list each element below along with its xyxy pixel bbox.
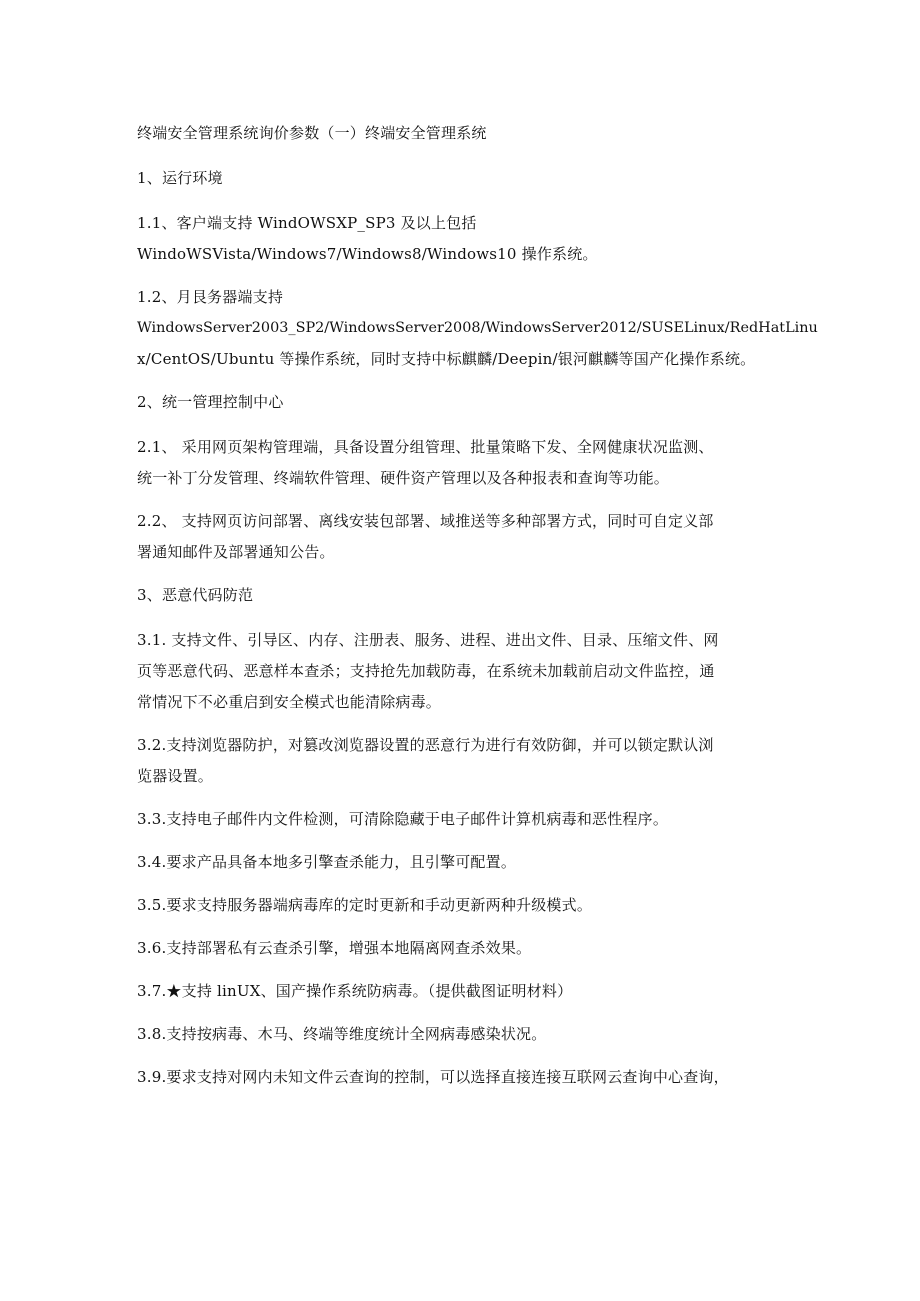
paragraph-line: 3.1. 支持文件、引导区、内存、注册表、服务、进程、进出文件、目录、压缩文件、网 xyxy=(137,631,719,649)
paragraph-line: WindoWSVista/Windows7/Windows8/Windows10 操作系统。 xyxy=(137,245,598,263)
paragraph-line: 常情况下不必重启到安全模式也能清除病毒。 xyxy=(137,693,442,711)
paragraph-2-2 xyxy=(137,506,787,568)
paragraph-1-1 xyxy=(137,208,787,270)
paragraph-line: WindowsServer2003_SP2/WindowsServer2008/WindowsServer2012/SUSELinux/RedHatLinu xyxy=(137,320,818,336)
paragraph-3-8: 3.8.支持按病毒、木马、终端等维度统计全网病毒感染状况。 xyxy=(137,1025,547,1043)
paragraph-2-1 xyxy=(137,432,787,494)
paragraph-1-2 xyxy=(137,282,818,375)
section-heading-3: 3、恶意代码防范 xyxy=(137,586,254,604)
document-title: 终端安全管理系统询价参数（一）终端安全管理系统 xyxy=(137,124,487,142)
paragraph-line: 统一补丁分发管理、终端软件管理、硬件资产管理以及各种报表和查询等功能。 xyxy=(137,469,670,487)
paragraph-line: 2.2、 支持网页访问部署、离线安装包部署、域推送等多种部署方式，同时可自定义部 xyxy=(137,512,714,530)
paragraph-line: 1.2、月艮务器端支持 xyxy=(137,288,284,306)
paragraph-line: 署通知邮件及部署通知公告。 xyxy=(137,543,335,561)
paragraph-3-5: 3.5.要求支持服务器端病毒库的定时更新和手动更新两种升级模式。 xyxy=(137,896,593,914)
section-heading-2: 2、统一管理控制中心 xyxy=(137,393,284,411)
paragraph-3-3: 3.3.支持电子邮件内文件检测，可清除隐藏于电子邮件计算机病毒和恶性程序。 xyxy=(137,810,669,828)
paragraph-3-4: 3.4.要求产品具备本地多引擎查杀能力，且引擎可配置。 xyxy=(137,853,517,871)
paragraph-3-2 xyxy=(137,730,787,792)
paragraph-line: 1.1、客户端支持 WindOWSXP_SP3 及以上包括 xyxy=(137,214,477,232)
paragraph-3-6: 3.6.支持部署私有云查杀引擎，增强本地隔离网查杀效果。 xyxy=(137,939,532,957)
paragraph-3-7: 3.7.★支持 linUX、国产操作系统防病毒。（提供截图证明材料） xyxy=(137,982,573,1000)
paragraph-3-1 xyxy=(137,625,787,718)
paragraph-line: 览器设置。 xyxy=(137,767,214,785)
paragraph-line: 3.2.支持浏览器防护，对篡改浏览器设置的恶意行为进行有效防御，并可以锁定默认浏 xyxy=(137,736,714,754)
paragraph-3-9: 3.9.要求支持对网内未知文件云查询的控制，可以选择直接连接互联网云查询中心查询， xyxy=(137,1068,729,1086)
paragraph-line: x/CentOS/Ubuntu 等操作系统，同时支持中标麒麟/Deepin/银河麒麟等国产化操作系统。 xyxy=(137,350,756,368)
paragraph-line: 页等恶意代码、恶意样本查杀；支持抢先加载防毒，在系统未加载前启动文件监控，通 xyxy=(137,662,715,680)
document-body xyxy=(137,118,818,1105)
paragraph-line: 2.1、 采用网页架构管理端，具备设置分组管理、批量策略下发、全网健康状况监测、 xyxy=(137,438,714,456)
section-heading-1: 1、运行环境 xyxy=(137,169,223,187)
